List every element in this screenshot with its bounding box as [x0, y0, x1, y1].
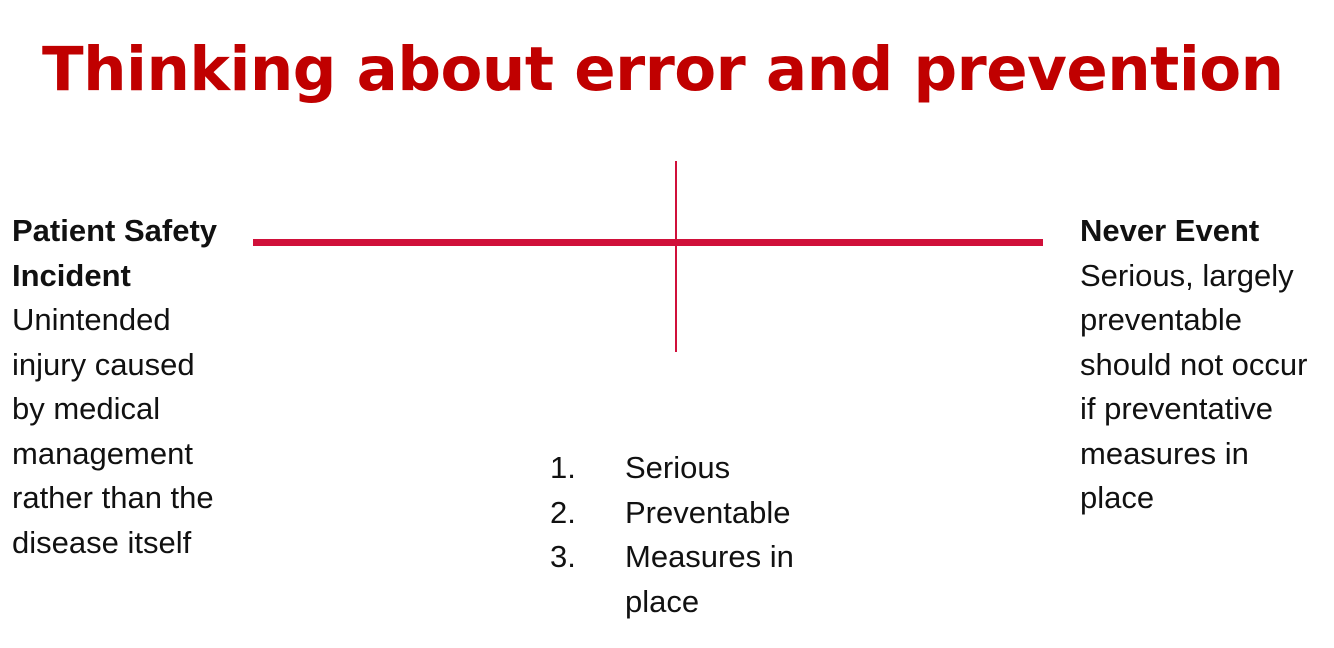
criteria-text: [625, 446, 825, 491]
patient-safety-incident-definition-line-5: rather than the: [12, 480, 214, 515]
never-event-criteria-list: [550, 446, 825, 624]
criteria-number: 3.: [550, 539, 576, 574]
never-event-heading: Never Event: [1080, 213, 1260, 248]
criteria-text-line: Preventable: [625, 494, 791, 530]
never-event-definition-line-3: should not occur: [1080, 346, 1308, 382]
criteria-number: 1.: [550, 450, 576, 485]
patient-safety-incident-definition-line-6: disease itself: [12, 524, 192, 560]
criteria-text: [625, 535, 825, 624]
criteria-item: [550, 446, 825, 491]
never-event-definition-line-1: Serious, largely: [1080, 257, 1294, 293]
patient-safety-incident-definition-line-3: by medical: [12, 391, 161, 426]
patient-safety-incident-definition-line-2: injury caused: [12, 346, 195, 382]
criteria-text-line: Serious: [625, 450, 731, 485]
criteria-text-line: place: [625, 583, 700, 619]
never-event-definition-line-5: measures in: [1080, 435, 1249, 471]
criteria-text-line: Measures in: [625, 539, 794, 574]
criteria-text: [625, 491, 825, 536]
slide-title: Thinking about error and prevention: [42, 34, 1284, 105]
criteria-item: [550, 535, 825, 624]
patient-safety-incident-definition-line-4: management: [12, 435, 193, 471]
criteria-item: [550, 491, 825, 536]
patient-safety-incident-heading-line-1: Patient Safety: [12, 213, 218, 248]
never-event-definition-line-6: place: [1080, 480, 1155, 515]
horizontal-spectrum-line: [253, 239, 1043, 246]
never-event-definition-line-2: preventable: [1080, 302, 1243, 337]
never-event-definition-line-4: if preventative: [1080, 391, 1273, 426]
patient-safety-incident-heading-line-2: Incident: [12, 257, 131, 293]
vertical-divider-line: [675, 161, 677, 352]
patient-safety-incident-block: [12, 209, 252, 565]
criteria-number: 2.: [550, 494, 576, 530]
patient-safety-incident-definition-line-1: Unintended: [12, 302, 171, 337]
never-event-block: [1080, 209, 1334, 521]
